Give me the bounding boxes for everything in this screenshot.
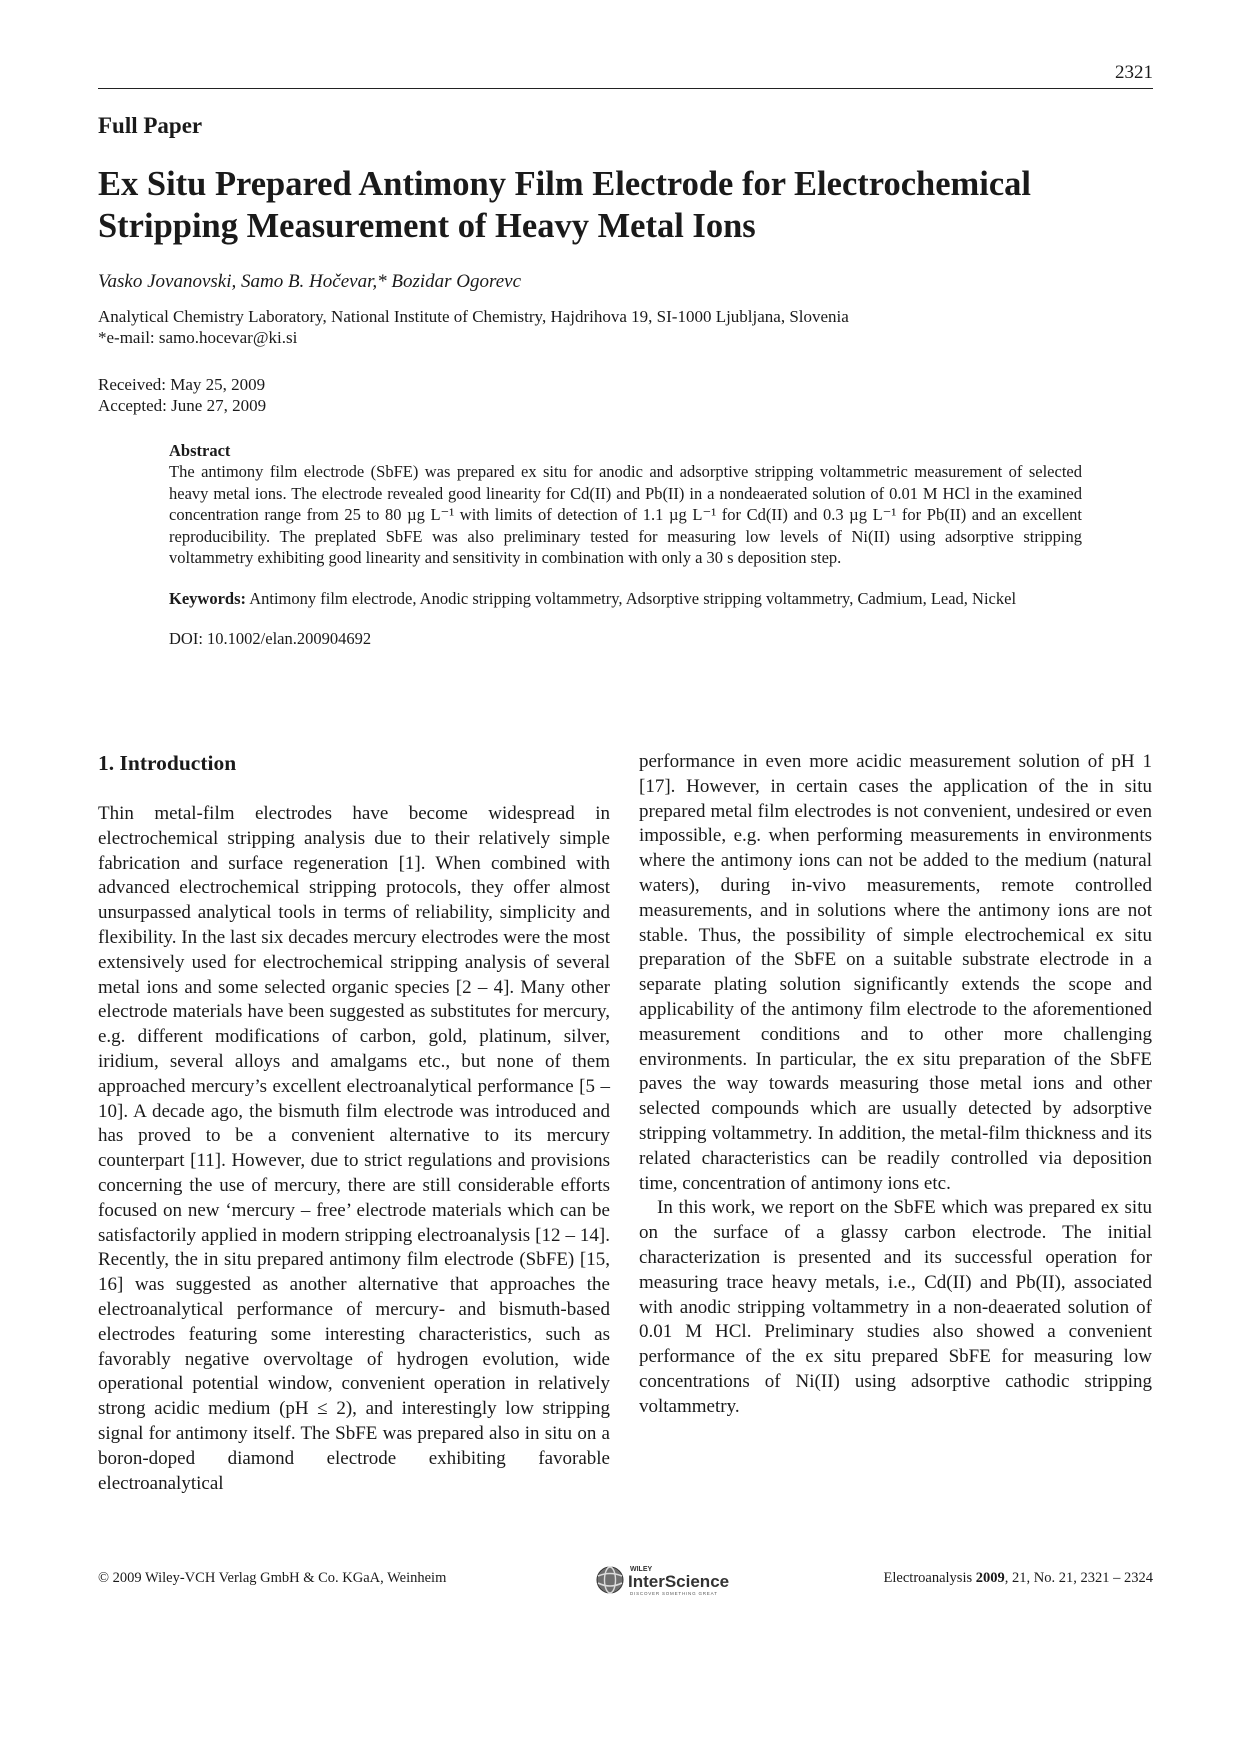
page-footer <box>98 1562 1153 1594</box>
doi: DOI: 10.1002/elan.200904692 <box>169 628 372 648</box>
abstract-heading: Abstract <box>169 441 231 460</box>
introduction-heading: 1. Introduction <box>98 751 237 775</box>
page-number: 2321 <box>1115 62 1153 83</box>
copyright: © 2009 Wiley-VCH Verlag GmbH & Co. KGaA, Weinheim <box>98 1570 447 1586</box>
header-rule <box>98 88 1153 89</box>
logo-tagline: DISCOVER SOMETHING GREAT <box>630 1591 718 1596</box>
logo-wiley-text: WILEY <box>630 1566 653 1573</box>
article-title: Ex Situ Prepared Antimony Film Electrode for Electrochemical Stripping Measurement of Heavy Metal Ions <box>98 165 1031 245</box>
journal-citation <box>884 1570 1153 1587</box>
received-date: Received: May 25, 2009 <box>98 375 266 394</box>
introduction-paragraph-1: Thin metal-film electrodes have become widespread in electrochemical stripping analysis due to their relatively simple fabrication and surface regeneration [1]. When combined with advanced electrochemical stripping protocols, they offer almost unsurpassed analytical tools in terms of reliability, simplicity and flexibility. In the last six decades mercury electrodes were the most extensively used for electrochemical stripping analysis of several metal ions and some selected organic species [2 – 4]. Many other electrode materials have been suggested as substitutes for mercury, e.g. different modifications of carbon, gold, platinum, silver, iridium, several alloys and amalgams etc., but none of them approached mercury’s excellent electroanalytical performance [5 – 10]. A decade ago, the bismuth film electrode was introduced and has proved to be a convenient alternative to its mercury counterpart [11]. However, due to strict regulations and provisions concerning the use of mercury, there are still considerable efforts focused on new ‘mercury – free’ electrode materials which can be satisfactorily applied in modern stripping electroanalysis [12 – 14]. Recently, the in situ prepared antimony film electrode (SbFE) [15, 16] was suggested as another alternative that approaches the electroanalytical performance of mercury- and bismuth-based electrodes featuring some interesting characteristics, such as favorably negative overvoltage of hydrogen evolution, wide operational potential window, convenient operation in relatively strong acidic medium (pH ≤ 2), and interestingly low stripping signal for antimony itself. The SbFE was prepared also in situ on a boron-doped diamond electrode exhibiting favorable electroanalytical <box>98 803 610 1494</box>
abstract-block <box>169 440 1082 649</box>
journal-volume-pages: , 21, No. 21, 2321 – 2324 <box>1004 1570 1153 1586</box>
journal-name: Electroanalysis <box>883 1570 973 1586</box>
corresponding-email: *e-mail: samo.hocevar@ki.si <box>98 328 298 347</box>
journal-year: 2009 <box>975 1570 1005 1586</box>
introduction-paragraph-1-continued: performance in even more acidic measurement solution of pH 1 [17]. However, in certain cases the application of the in situ prepared metal film electrodes is not convenient, undesired or even impossible, e.g. when performing measurements in environments where the antimony ions can not be added to the medium (natural waters), during in-vivo measurements, remote controlled measurements, and in solutions where the antimony ions are not stable. Thus, the possibility of simple electrochemical ex situ preparation of the SbFE on a suitable substrate electrode in a separate plating solution significantly extends the scope and applicability of the antimony film electrode to the aforementioned measurement conditions and to other more challenging environments. In particular, the ex situ preparation of the SbFE paves the way towards measuring those metal ions and other selected compounds which are usually detected by adsorptive stripping voltammetry. In addition, the metal-film thickness and its related characteristics can be readily controlled via deposition time, concentration of antimony ions etc. <box>639 751 1152 1194</box>
interscience-logo <box>595 1562 755 1596</box>
logo-interscience-text: InterScience <box>628 1572 730 1591</box>
dates-block <box>98 374 266 416</box>
affiliation-block <box>98 306 849 348</box>
accepted-date: Accepted: June 27, 2009 <box>98 396 267 415</box>
left-column <box>98 751 610 1496</box>
affiliation: Analytical Chemistry Laboratory, National Institute of Chemistry, Hajdrihova 19, SI-1000 Ljubljana, Slovenia <box>98 307 849 326</box>
keywords <box>169 588 1082 609</box>
section-tag: Full Paper <box>98 113 203 138</box>
abstract-text: The antimony film electrode (SbFE) was prepared ex situ for anodic and adsorptive stripping voltammetric measurement of selected heavy metal ions. The electrode revealed good linearity for Cd(II) and Pb(II) in a nondeaerated solution of 0.01 M HCl in the examined concentration range from 25 to 80 µg L⁻¹ with limits of detection of 1.1 µg L⁻¹ for Cd(II) and 0.3 µg L⁻¹ for Pb(II) and an excellent reproducibility. The preplated SbFE was also preliminary tested for measuring low levels of Ni(II) using adsorptive stripping voltammetry exhibiting good linearity and sensitivity in combination with only a 30 s deposition step. <box>169 462 1082 568</box>
keywords-list: Antimony film electrode, Anodic stripping voltammetry, Adsorptive stripping voltammetry, Cadmium, Lead, Nickel <box>249 589 1017 609</box>
author-list: Vasko Jovanovski, Samo B. Hočevar,* Bozidar Ogorevc <box>98 271 522 292</box>
introduction-paragraph-2: In this work, we report on the SbFE which was prepared ex situ on the surface of a glassy carbon electrode. The initial characterization is presented and its successful operation for measuring trace heavy metals, i.e., Cd(II) and Pb(II), associated with anodic stripping voltammetry in a non-deaerated solution of 0.01 M HCl. Preliminary studies also showed a convenient performance of the ex situ prepared SbFE for measuring low concentrations of Ni(II) using adsorptive cathodic stripping voltammetry. <box>639 1197 1152 1417</box>
globe-icon <box>597 1567 623 1593</box>
keywords-label: Keywords: <box>169 589 246 609</box>
right-column <box>639 750 1152 1420</box>
